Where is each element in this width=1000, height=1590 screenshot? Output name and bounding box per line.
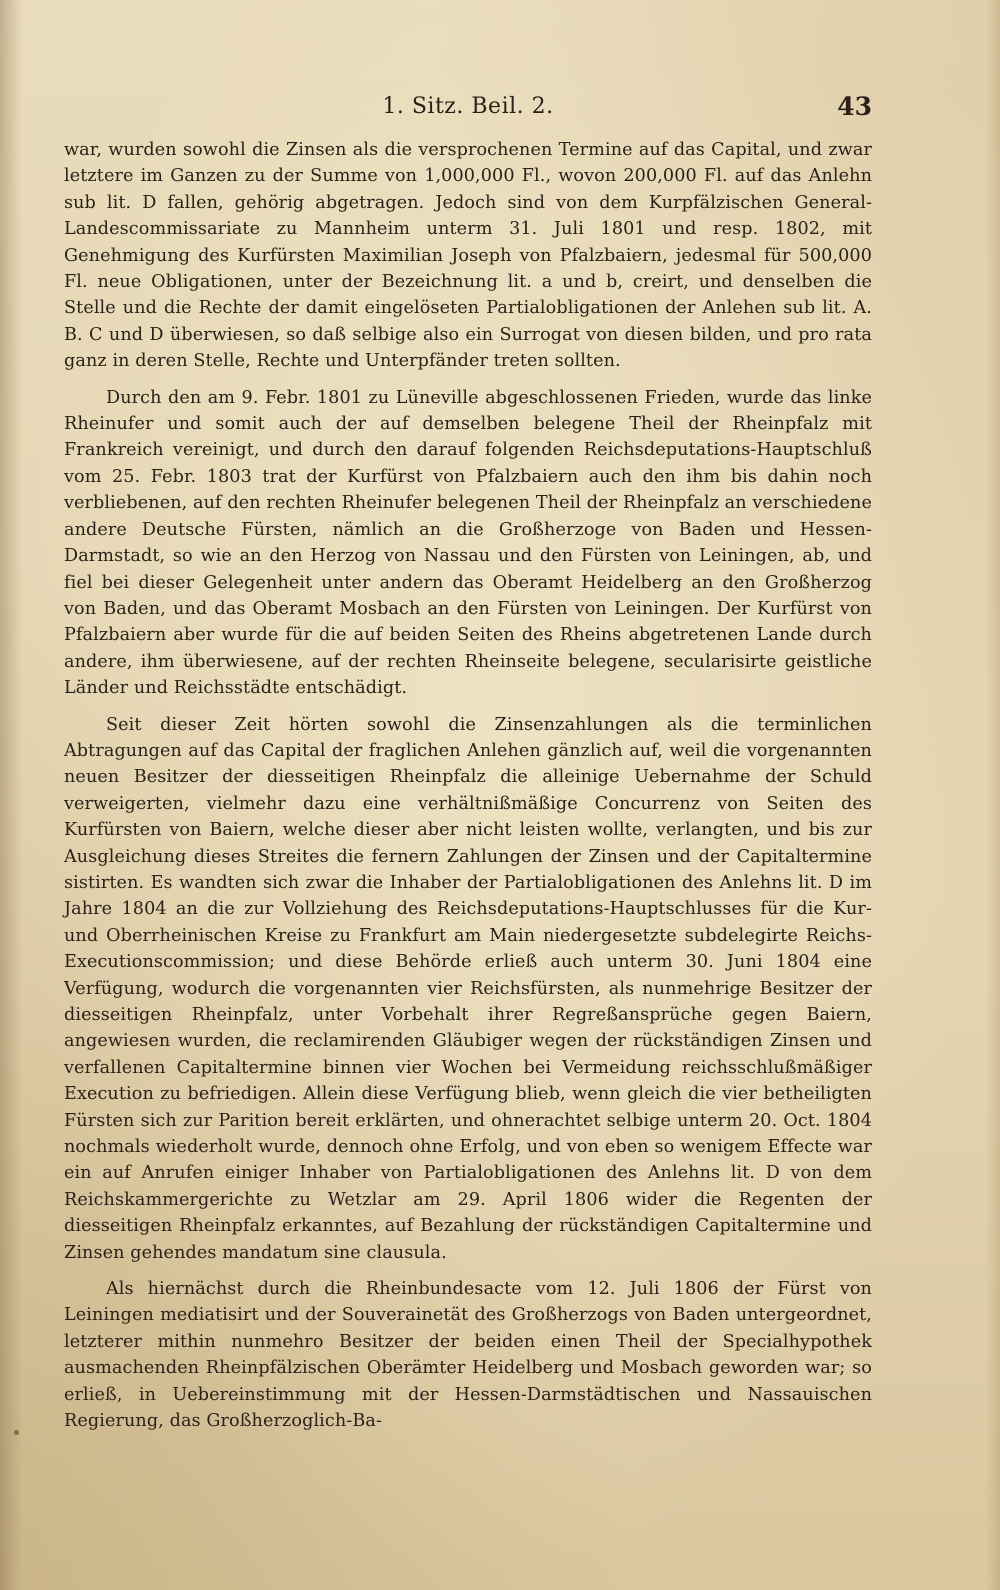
paragraph-1: war, wurden sowohl die Zinsen als die versprochenen Termine auf das Capital, und zwar letztere im Ganzen zu der Summe von 1,000,000 Fl., wovon 200,000 Fl. auf das Anlehn sub lit. D fallen, gehörig abgetragen. Jedoch sind von dem Kurpfälzischen General-Landescommissariate zu Mannheim unterm 31. Juli 1801 und resp. 1802, mit Genehmigung des Kurfürsten Maximilian Joseph von Pfalzbaiern, jedesmal für 500,000 Fl. neue Obligationen, unter der Bezeichnung lit. a und b, creirt, und denselben die Stelle und die Rechte der damit eingelöseten Partialobligationen der Anlehen sub lit. A. B. C und D überwiesen, so daß selbige also ein Surrogat von diesen bilden, und pro rata ganz in deren Stelle, Rechte und Unterpfänder treten sollten. [64, 140, 872, 372]
page-edge-shadow [986, 0, 1000, 1590]
paragraph-4: Als hiernächst durch die Rheinbundesacte vom 12. Juli 1806 der Fürst von Leiningen mediatisirt und der Souverainetät des Großherzogs von Baden untergeordnet, letzterer mithin nunmehro Besitzer der beiden einen Theil der Specialhypothek ausmachenden Rheinpfälzischen Oberämter Heidelberg und Mosbach geworden war; so erließ, in Uebereinstimmung mit der Hessen-Darmstädtischen und Nassauischen Regierung, das Großherzoglich-Ba- [64, 1279, 872, 1432]
paragraph-3: Seit dieser Zeit hörten sowohl die Zinsenzahlungen als die terminlichen Abtragungen auf das Capital der fraglichen Anlehen gänzlich auf, weil die vorgenannten neuen Besitzer der diesseitigen Rheinpfalz die alleinige Uebernahme der Schuld verweigerten, vielmehr dazu eine verhältnißmäßige Concurrenz von Seiten des Kurfürsten von Baiern, welche dieser aber nicht leisten wollte, verlangten, und bis zur Ausgleichung dieses Streites die fernern Zahlungen der Zinsen und der Capitaltermine sistirten. Es wandten sich zwar die Inhaber der Partialobligationen des Anlehns lit. D im Jahre 1804 an die zur Vollziehung des Reichsdeputations-Hauptschlusses für die Kur- und Oberrheinischen Kreise zu Frankfurt am Main niedergesetzte subdelegirte Reichs-Executionscommission; und diese Behörde erließ auch unterm 30. Juni 1804 eine Verfügung, wodurch die vorgenannten vier Reichsfürsten, als nunmehrige Besitzer der diesseitigen Rheinpfalz, unter Vorbehalt ihrer Regreßansprüche gegen Baiern, angewiesen wurden, die reclamirenden Gläubiger wegen der rückständigen Zinsen und verfallenen Capitaltermine binnen vier Wochen bei Vermeidung reichsschlußmäßiger Execution zu befriedigen. Allein diese Verfügung blieb, wenn gleich die vier betheiligten Fürsten sich zur Parition bereit erklärten, und ohnerachtet selbige unterm 20. Oct. 1804 nochmals wiederholt wurde, dennoch ohne Erfolg, und von eben so wenigem Effecte war ein auf Anrufen einiger Inhaber von Partialobligationen des Anlehns lit. D von dem Reichskammergerichte zu Wetzlar am 29. April 1806 wider die Regenten der diesseitigen Rheinpfalz erkanntes, auf Bezahlung der rückständigen Capitaltermine und Zinsen gehendes mandatum sine clausula. [64, 714, 872, 1263]
page-number: 43 [837, 92, 872, 121]
page-body [64, 137, 872, 1445]
running-title: 1. Sitz. Beil. 2. [382, 94, 554, 119]
paper-speck [14, 1430, 19, 1435]
page-header [64, 94, 872, 128]
page-gutter-shadow [0, 0, 22, 1590]
paragraph-2: Durch den am 9. Febr. 1801 zu Lüneville abgeschlossenen Frieden, wurde das linke Rheinufer und somit auch der auf demselben belegene Theil der Rheinpfalz mit Frankreich vereinigt, und durch den darauf folgenden Reichsdeputations-Hauptschluß vom 25. Febr. 1803 trat der Kurfürst von Pfalzbaiern auch den ihm bis dahin noch verbliebenen, auf den rechten Rheinufer belegenen Theil der Rheinpfalz an verschiedene andere Deutsche Fürsten, nämlich an die Großherzoge von Baden und Hessen-Darmstadt, so wie an den Herzog von Nassau und den Fürsten von Leiningen, ab, und fiel bei dieser Gelegenheit unter andern das Oberamt Heidelberg an den Großherzog von Baden, und das Oberamt Mosbach an den Fürsten von Leiningen. Der Kurfürst von Pfalzbaiern aber wurde für die auf beiden Seiten des Rheins abgetretenen Lande durch andere, ihm überwiesene, auf der rechten Rheinseite belegene, secularisirte geistliche Länder und Reichsstädte entschädigt. [64, 387, 872, 699]
